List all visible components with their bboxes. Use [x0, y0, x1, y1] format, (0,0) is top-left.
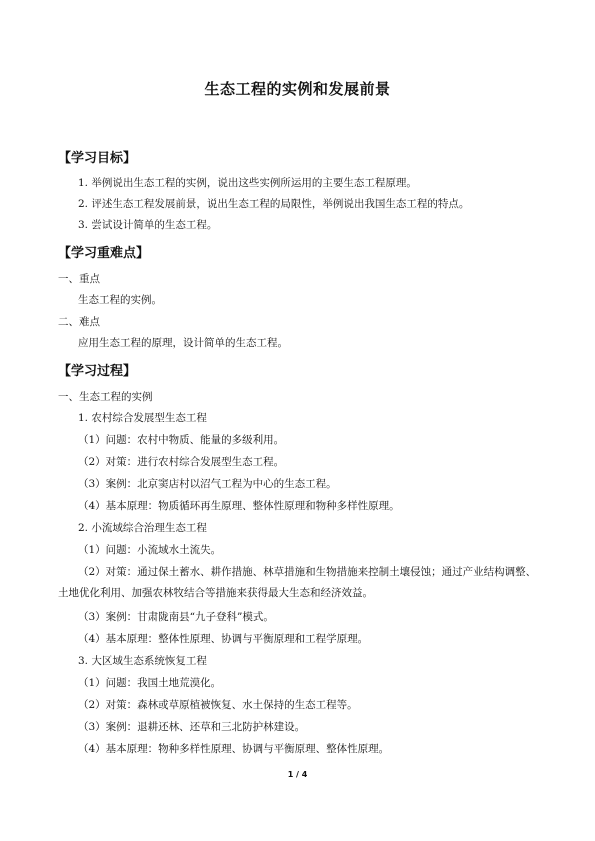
case1-line: （3）案例：北京窦店村以沼气工程为中心的生态工程。 — [78, 478, 337, 490]
difficulty-label: 二、难点 — [58, 316, 100, 328]
case2-title: 2. 小流域综合治理生态工程 — [78, 522, 207, 534]
focus-label: 一、重点 — [58, 273, 100, 285]
case3-line: （2）对策：森林或草原植被恢复、水土保持的生态工程等。 — [78, 699, 358, 711]
process-part-label: 一、生态工程的实例 — [58, 391, 153, 403]
case1-line: （4）基本原理：物质循环再生原理、整体性原理和物种多样性原理。 — [78, 500, 400, 512]
case2-example: （3）案例：甘肃陇南县“九子登科”模式。 — [78, 611, 274, 623]
case1-title: 1. 农村综合发展型生态工程 — [78, 412, 207, 424]
goals-heading: 【学习目标】 — [58, 151, 137, 166]
case3-title: 3. 大区域生态系统恢复工程 — [78, 655, 207, 667]
page-title: 生态工程的实例和发展前景 — [204, 80, 391, 98]
goal-item: 2. 评述生态工程发展前景，说出生态工程的局限性，举例说出我国生态工程的特点。 — [78, 198, 470, 210]
case1-line: （1）问题：农村中物质、能量的多级利用。 — [78, 434, 285, 446]
key-points-heading: 【学习重难点】 — [58, 246, 150, 261]
case2-principle: （4）基本原理：整体性原理、协调与平衡原理和工程学原理。 — [78, 633, 369, 645]
case1-line: （2）对策：进行农村综合发展型生态工程。 — [78, 456, 285, 468]
case3-line: （1）问题：我国土地荒漠化。 — [78, 677, 222, 689]
process-heading: 【学习过程】 — [58, 364, 137, 379]
focus-text: 生态工程的实例。 — [78, 294, 162, 306]
case3-line: （3）案例：退耕还林、还草和三北防护林建设。 — [78, 721, 306, 733]
case3-line: （4）基本原理：物种多样性原理、协调与平衡原理、整体性原理。 — [78, 743, 390, 755]
goal-item: 3. 尝试设计简单的生态工程。 — [78, 219, 218, 231]
page-number: 1 / 4 — [287, 770, 308, 779]
goal-item: 1. 举例说出生态工程的实例，说出这些实例所运用的主要生态工程原理。 — [78, 177, 417, 189]
case2-problem: （1）问题：小流域水土流失。 — [78, 544, 222, 556]
difficulty-text: 应用生态工程的原理，设计简单的生态工程。 — [78, 337, 288, 349]
case2-strategy: （2）对策：通过保土蓄水、耕作措施、林草措施和生物措施来控制土壤侵蚀；通过产业结构调整、土地优化利用、加强农林牧结合等措施来获得最大生态和经济效益。 — [58, 566, 537, 599]
